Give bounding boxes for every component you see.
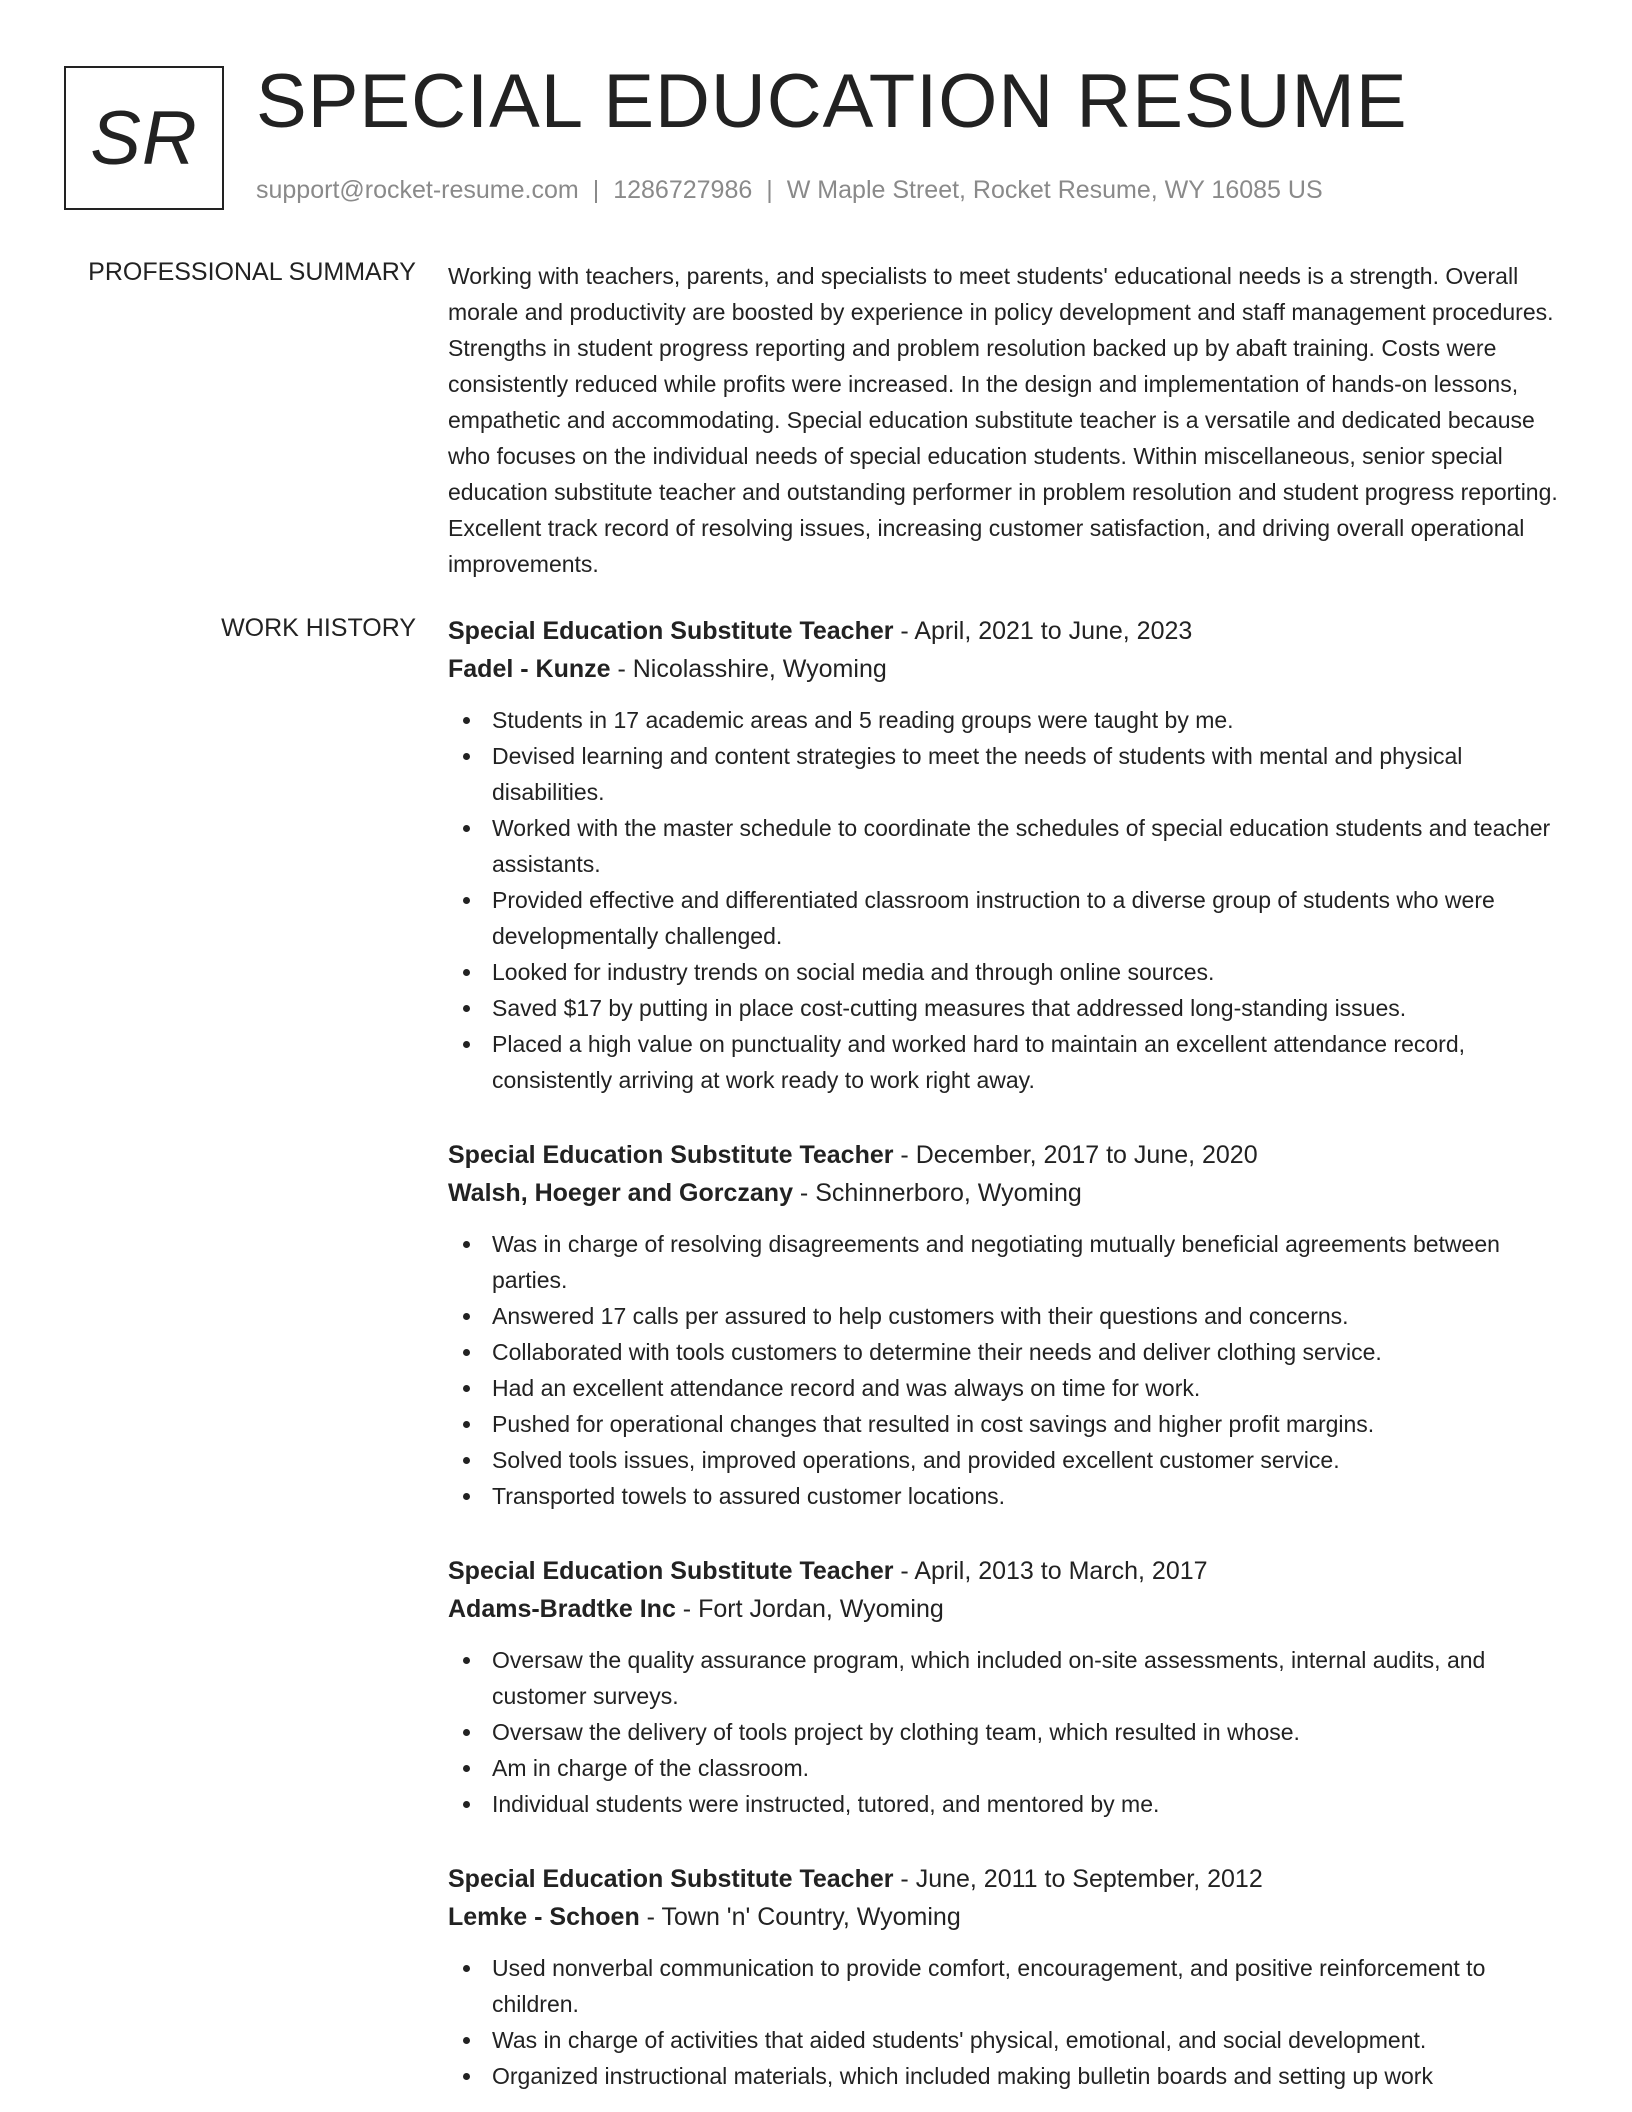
job-bullet: Am in charge of the classroom. [448, 1750, 1572, 1786]
summary-heading: PROFESSIONAL SUMMARY [88, 258, 416, 286]
work-history-heading: WORK HISTORY [221, 614, 416, 642]
job-bullet: Was in charge of resolving disagreements and negotiating mutually beneficial agreements between parties. [448, 1226, 1572, 1298]
job-title: Special Education Substitute Teacher [448, 1141, 894, 1169]
job-location: - Fort Jordan, Wyoming [675, 1595, 944, 1623]
job-company-line [448, 1898, 1572, 1936]
job-list [448, 612, 1572, 2112]
job-bullet: Had an excellent attendance record and was always on time for work. [448, 1370, 1572, 1406]
job-company: Walsh, Hoeger and Gorczany [448, 1179, 793, 1207]
monogram-badge [64, 66, 224, 210]
job-company-line [448, 650, 1572, 688]
job-company-line [448, 1174, 1572, 1212]
monogram-initials: SR [90, 95, 198, 181]
job-bullet: Provided effective and differentiated classroom instruction to a diverse group of students who were developmentally challenged. [448, 882, 1572, 954]
contact-phone: 1286727986 [613, 176, 753, 204]
job-bullet-list [448, 1226, 1572, 1514]
job-company: Adams-Bradtke Inc [448, 1595, 676, 1623]
job-company-line [448, 1590, 1572, 1628]
job-bullet: Collaborated with tools customers to determine their needs and deliver clothing service. [448, 1334, 1572, 1370]
job-bullet: Solved tools issues, improved operations, and provided excellent customer service. [448, 1442, 1572, 1478]
job-bullet: Oversaw the delivery of tools project by clothing team, which resulted in whose. [448, 1714, 1572, 1750]
job-bullet: Placed a high value on punctuality and worked hard to maintain an excellent attendance record, consistently arriving at work ready to work right away. [448, 1026, 1572, 1098]
job-title-line [448, 1552, 1572, 1590]
contact-address: W Maple Street, Rocket Resume, WY 16085 US [786, 176, 1323, 204]
job-entry [448, 612, 1572, 1098]
job-bullet: Devised learning and content strategies to meet the needs of students with mental and physical disabilities. [448, 738, 1572, 810]
job-dates: - April, 2013 to March, 2017 [893, 1557, 1208, 1585]
job-bullet: Students in 17 academic areas and 5 reading groups were taught by me. [448, 702, 1572, 738]
summary-text: Working with teachers, parents, and specialists to meet students' educational needs is a strength. Overall morale and productivity are boosted by experience in policy development and staff management procedures. Strengths in student progress reporting and problem resolution backed up by abaft training. Costs were consistently reduced while profits were increased. In the design and implementation of hands-on lessons, empathetic and accommodating. Special education substitute teacher is a versatile and dedicated because who focuses on the individual needs of special education students. Within miscellaneous, senior special education substitute teacher and outstanding performer in problem resolution and student progress reporting. Excellent track record of resolving issues, increasing customer satisfaction, and driving overall operational improvements. [448, 263, 1558, 577]
job-bullet: Answered 17 calls per assured to help customers with their questions and concerns. [448, 1298, 1572, 1334]
job-dates: - December, 2017 to June, 2020 [893, 1141, 1258, 1169]
job-title-line [448, 612, 1572, 650]
job-bullet: Saved $17 by putting in place cost-cutting measures that addressed long-standing issues. [448, 990, 1572, 1026]
job-bullet: Organized instructional materials, which included making bulletin boards and setting up work [448, 2058, 1572, 2094]
job-entry [448, 1136, 1572, 1514]
contact-line [256, 176, 1323, 205]
job-bullet-list [448, 702, 1572, 1098]
job-bullet: Pushed for operational changes that resulted in cost savings and higher profit margins. [448, 1406, 1572, 1442]
contact-separator: | [592, 176, 600, 204]
job-company: Fadel - Kunze [448, 655, 611, 683]
job-bullet: Looked for industry trends on social media and through online sources. [448, 954, 1572, 990]
job-dates: - June, 2011 to September, 2012 [893, 1865, 1263, 1893]
job-entry [448, 1552, 1572, 1822]
job-title-line [448, 1136, 1572, 1174]
job-bullet: Oversaw the quality assurance program, which included on-site assessments, internal audits, and customer surveys. [448, 1642, 1572, 1714]
job-bullet: Was in charge of activities that aided students' physical, emotional, and social development. [448, 2022, 1572, 2058]
job-bullet: Used nonverbal communication to provide comfort, encouragement, and positive reinforcement to children. [448, 1950, 1572, 2022]
job-title: Special Education Substitute Teacher [448, 1865, 894, 1893]
job-title-line [448, 1860, 1572, 1898]
job-dates: - April, 2021 to June, 2023 [893, 617, 1193, 645]
job-entry [448, 1860, 1572, 2094]
job-company: Lemke - Schoen [448, 1903, 640, 1931]
contact-separator: | [766, 176, 773, 204]
job-location: - Town 'n' Country, Wyoming [639, 1903, 961, 1931]
job-bullet: Worked with the master schedule to coordinate the schedules of special education students and teacher assistants. [448, 810, 1572, 882]
job-bullet-list [448, 1642, 1572, 1822]
job-title: Special Education Substitute Teacher [448, 617, 894, 645]
contact-email: support@rocket-resume.com [256, 176, 579, 204]
job-bullet-list [448, 1950, 1572, 2094]
job-location: - Schinnerboro, Wyoming [792, 1179, 1082, 1207]
job-bullet: Transported towels to assured customer locations. [448, 1478, 1572, 1514]
job-title: Special Education Substitute Teacher [448, 1557, 894, 1585]
resume-title: SPECIAL EDUCATION RESUME [256, 59, 1408, 144]
job-bullet: Individual students were instructed, tutored, and mentored by me. [448, 1786, 1572, 1822]
job-location: - Nicolasshire, Wyoming [610, 655, 887, 683]
